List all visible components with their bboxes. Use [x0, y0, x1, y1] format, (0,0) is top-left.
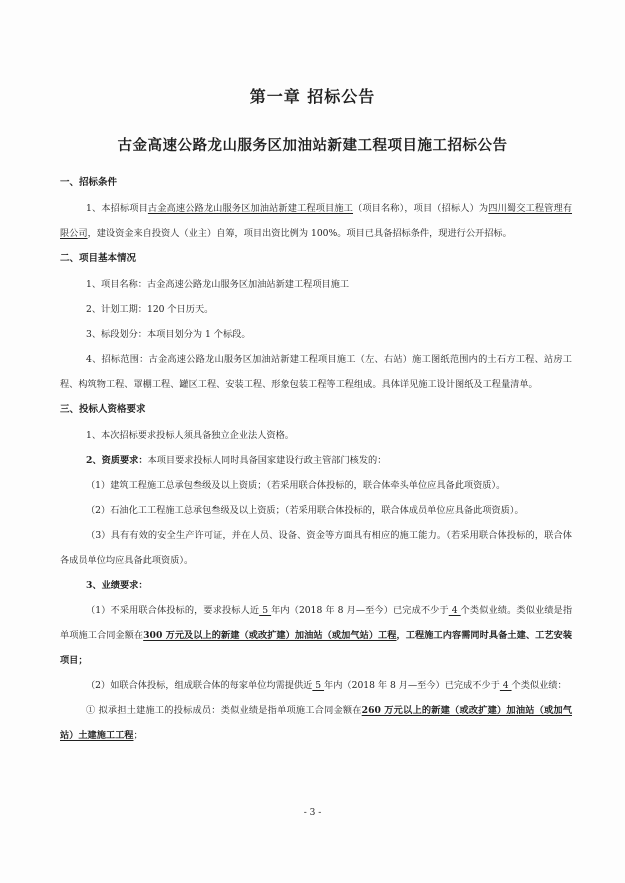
text: （2）如联合体投标，组成联合体的每家单位均需提供近 — [86, 680, 313, 691]
text: ； — [133, 730, 143, 741]
project-name: 古金高速公路龙山服务区加油站新建工程项目施工 — [147, 203, 354, 214]
text: （1）不采用联合体投标的，要求投标人近 — [86, 605, 260, 616]
section-3-item-1: 1、本次招标要求投标人须具备独立企业法人资格。 — [86, 430, 294, 441]
performance-requirement-2-1 — [60, 698, 572, 748]
text: 个类似业绩： — [511, 680, 567, 691]
section-3-item-3: 3、业绩要求： — [86, 580, 148, 591]
years-value: 5 — [259, 605, 272, 616]
tenderer-name: 四川蜀交工程管理有限公司 — [60, 203, 573, 239]
text: 年内（2018 年 8 月—至今）已完成不少于 — [324, 680, 500, 691]
text: ，建设资金来自投资人（业主）自筹，项目出资比例为 100%。项目已具备招标条件，现进行公开招标。 — [87, 228, 512, 239]
page-number: - 3 - — [303, 808, 322, 818]
qualification-3: （3）具有有效的安全生产许可证，并在人员、设备、资金等方面具有相应的施工能力。（若采用联合体投标的，联合体各成员单位均应具备此项资质）。 — [60, 530, 572, 566]
section-2-item-2: 2、计划工期：120 个日历天。 — [86, 304, 214, 315]
amount-requirement: 300 万元及以上的新建（或改扩建）加油站（或加气站）工程 — [143, 630, 397, 641]
section-2-item-3: 3、标段划分：本项目划分为 1 个标段。 — [86, 329, 251, 340]
text: 年内（2018 年 8 月—至今）已完成不少于 — [271, 605, 449, 616]
qualification-2: （2）石油化工工程施工总承包叁级及以上资质；（若采用联合体投标的，联合体成员单位应具备此项资质）。 — [86, 505, 524, 516]
text: 本项目要求投标人同时具备国家建设行政主管部门核发的： — [147, 455, 387, 466]
document-body — [60, 170, 572, 748]
text: ① 拟承担土建施工的投标成员：类似业绩是指单项施工合同金额在 — [86, 705, 362, 716]
section-2-item-1: 1、项目名称：古金高速公路龙山服务区加油站新建工程项目施工 — [86, 279, 350, 290]
section-1-heading: 一、招标条件 — [60, 177, 118, 188]
performance-requirement-1 — [60, 598, 572, 673]
count-value: 4 — [499, 680, 512, 691]
section-2-heading: 二、项目基本情况 — [60, 253, 137, 264]
count-value: 4 — [448, 605, 461, 616]
years-value: 5 — [312, 680, 325, 691]
section-3-item-2 — [60, 448, 572, 473]
section-1-paragraph — [60, 196, 572, 246]
text: ，工程施工内容需同时具备土建、工艺安装项目； — [60, 630, 573, 666]
qualification-1: （1）建筑工程施工总承包叁级及以上资质；（若采用联合体投标的，联合体牵头单位应具备此项资质）。 — [86, 480, 506, 491]
chapter-title: 第一章 招标公告 — [249, 87, 376, 106]
text: 1、本招标项目 — [86, 203, 148, 214]
text: 个类似业绩。类似业绩是指单项施工合同金额在 — [60, 605, 573, 641]
document-title: 古金高速公路龙山服务区加油站新建工程项目施工招标公告 — [117, 137, 508, 154]
item-label: 2、资质要求： — [86, 455, 148, 466]
section-3-heading: 三、投标人资格要求 — [60, 404, 146, 415]
performance-requirement-2 — [60, 673, 572, 698]
text: （项目名称），项目（招标人）为 — [353, 203, 489, 214]
amount-requirement: 260 万元以上的新建（或改扩建）加油站（或加气站）土建施工工程 — [60, 705, 572, 741]
section-2-item-4: 4、招标范围：古金高速公路龙山服务区加油站新建工程项目施工（左、右站）施工图纸范围内的土石方工程、站房工程、构筑物工程、罩棚工程、罐区工程、安装工程、形象包装工程等工程组成。具体详见施工设计图纸及工程量清单。 — [60, 354, 572, 390]
